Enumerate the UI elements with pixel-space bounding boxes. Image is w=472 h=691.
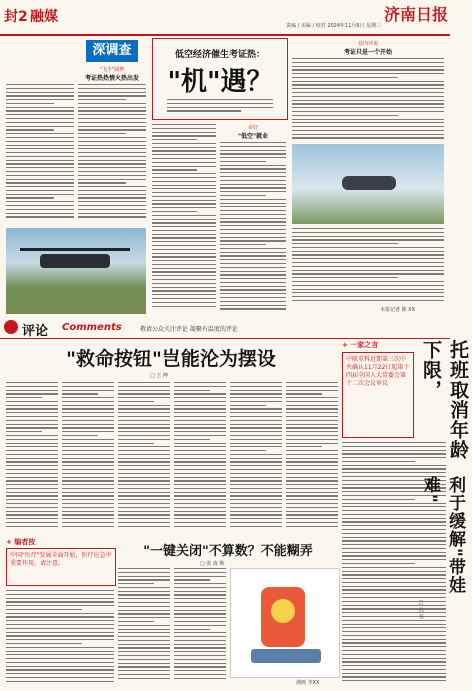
side-kicker: 看好 — [247, 125, 258, 131]
headline-kicker: 低空经济催生考证热： — [174, 50, 265, 60]
side-box-text: 中联重科近期第三次中央确认11月22日起第十四届全国人大常委会第十二次会议审议 — [346, 356, 410, 387]
edition-name: 融媒 — [30, 9, 58, 25]
second-byline: □ 张 涛 辉 — [200, 561, 225, 567]
drone-arm-shape — [20, 248, 130, 251]
comment-col-3 — [118, 382, 170, 532]
feature-badge: 深调查 — [86, 40, 138, 62]
second-title: "一键关闭"不算数？不能糊弄 — [143, 544, 313, 559]
side-label: + 一家之言 — [342, 341, 379, 349]
main-kicker: "飞手"圆梦 — [99, 67, 125, 73]
drone-photo-left — [6, 228, 146, 314]
drone-shape-2 — [342, 176, 396, 190]
second-col-2 — [174, 568, 226, 686]
edition-number: 封2 — [4, 9, 28, 25]
feature-col-2 — [78, 84, 146, 224]
headline-box — [152, 38, 288, 120]
cartoon-button-shape — [271, 599, 295, 623]
comment-col-1 — [6, 382, 58, 532]
note-box — [6, 548, 116, 586]
section-label: 评论 — [22, 324, 49, 339]
vertical-byline: □ 吕 佳 — [418, 600, 424, 620]
box-label: + 编者按 — [6, 538, 36, 546]
feature-byline: 本报记者 陈 XX — [380, 307, 416, 313]
comment-col-2 — [62, 382, 114, 532]
cartoon-base-shape — [251, 649, 321, 663]
note-col-text — [6, 590, 114, 686]
comment-col-6 — [286, 382, 338, 532]
side-subhead: "低空"就业 — [237, 133, 269, 140]
headline-deck — [167, 99, 273, 115]
main-byline: □ 王 博 — [150, 373, 168, 379]
cartoon-image — [230, 568, 340, 678]
section-logo-icon — [4, 320, 18, 334]
comments-logo: Comments — [62, 322, 122, 333]
feature-col-1 — [6, 84, 74, 224]
feature-col-5 — [292, 58, 444, 142]
drone-photo-right — [292, 144, 444, 224]
main-title: "救命按钮"岂能沦为摆设 — [66, 348, 276, 370]
headline-main: "机"遇？ — [167, 67, 273, 97]
feature-col-3 — [152, 124, 216, 314]
vertical-title-1: 托班取消年龄下限， — [420, 340, 469, 460]
newspaper-name: 济南日报 — [384, 5, 449, 24]
issue-meta: 责编 / 美编 / 校对 2024年11月6日 星期三 — [286, 23, 382, 29]
feature-col-4 — [220, 142, 286, 314]
main-subhead: 考证热热情火热出发 — [84, 75, 139, 82]
right-kicker: 业内评说 — [357, 41, 378, 47]
vertical-title-2: 利于缓解"带娃难" — [420, 476, 465, 594]
section-tagline: 敬请公众关注评论 凝聚有温度的评论 — [140, 326, 238, 333]
cartoon-caption: 漫画 李XX — [296, 680, 320, 686]
section2-header — [0, 318, 450, 339]
right-subhead: 考证只是一个开始 — [343, 49, 392, 56]
page-header — [0, 0, 450, 36]
comment-col-4 — [174, 382, 226, 532]
note-box-text: 中国"医疗"发展全面开始，医疗应急中重要作用，请注意。 — [10, 552, 112, 567]
drone-body-shape — [40, 254, 110, 268]
comment-col-5 — [230, 382, 282, 532]
second-col-1 — [118, 568, 170, 686]
feature-col-6 — [292, 228, 444, 306]
side-red-box — [342, 352, 414, 438]
